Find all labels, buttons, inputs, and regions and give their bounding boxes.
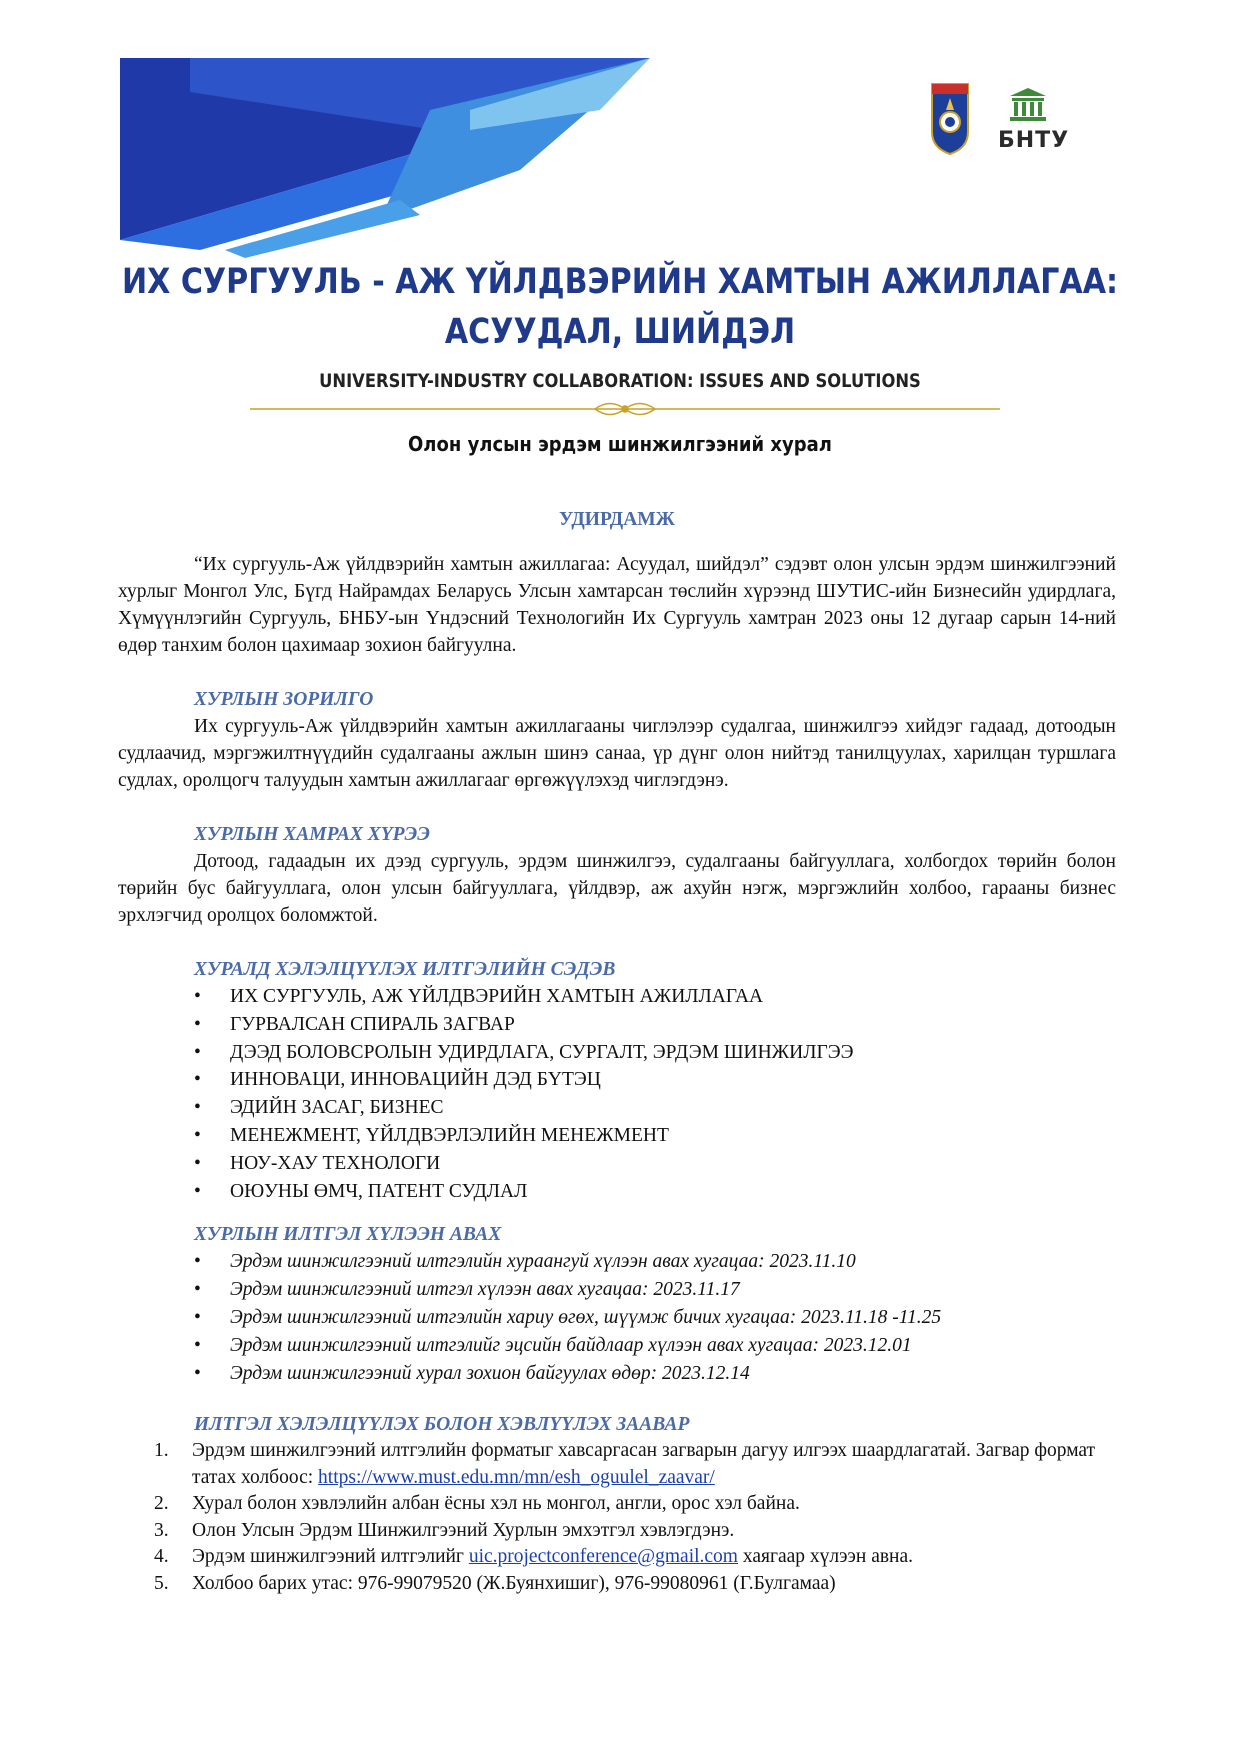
template-link[interactable]: https://www.must.edu.mn/mn/esh_oguulel_zaavar/ [318, 1466, 715, 1488]
list-item: • ЭДИЙН ЗАСАГ, БИЗНЕС [194, 1097, 444, 1119]
intro-paragraph: “Их сургууль-Аж үйлдвэрийн хамтын ажиллагаа: Асуудал, шийдэл” сэдэвт олон улсын эрдэм шинжилгээний хурлыг Монгол Улс, Бүгд Найрамдах Беларусь Улсын хамтарсан төслийн хүрээнд ШУТИС-ийн Бизнесийн удирдлага, Хүмүүнлэгийн Сургууль, БНБУ-ын Үндэсний Технологийн Их Сургууль хамтран 2023 оны 12 дугаар сарын 14-ний өдөр танхим болон цахимаар зохион байгуулна. [118, 554, 1116, 656]
guide-list [118, 1438, 1116, 1597]
shutis-logo [930, 80, 970, 156]
ornament-divider [250, 398, 1000, 420]
conference-label: Олон улсын эрдэм шинжилгээний хурал [408, 432, 832, 456]
list-item: • Эрдэм шинжилгээний илтгэлийн хариу өгөх, шүүмж бичих хугацаа: 2023.11.18 -11.25 [194, 1306, 942, 1328]
topics-list [118, 983, 1116, 1205]
list-item: 4. Эрдэм шинжилгээний илтгэлийг uic.projectconference@gmail.com хаягаар хүлээн авна. [154, 1546, 914, 1568]
document-body [118, 506, 1116, 1597]
list-item: • Эрдэм шинжилгээний илтгэл хүлээн авах хугацаа: 2023.11.17 [194, 1279, 740, 1301]
page-title-line2: АСУУДАЛ, ШИЙДЭЛ [444, 312, 796, 352]
section-heading-guide: ИЛТГЭЛ ХЭЛЭЛЦҮҮЛЭХ БОЛОН ХЭВЛҮҮЛЭХ ЗААВАР [194, 1414, 690, 1436]
page-title-line1: ИХ СУРГУУЛЬ - АЖ ҮЙЛДВЭРИЙН ХАМТЫН АЖИЛЛАГАА: [121, 262, 1119, 302]
list-item: • ГУРВАЛСАН СПИРАЛЬ ЗАГВАР [194, 1013, 515, 1035]
list-item: 5. Холбоо барих утас: 976-99079520 (Ж.Буянхишиг), 976-99080961 (Г.Булгамаа) [154, 1572, 836, 1594]
list-item: 1. Эрдэм шинжилгээний илтгэлийн форматыг хавсаргасан загварын дагуу илгээх шаардлагатай. Загвар формат татах холбоос: https://www.must.edu.mn/mn/esh_oguulel_zaavar/ [154, 1440, 1096, 1488]
logo-group [930, 80, 1090, 160]
goal-paragraph: Их сургууль-Аж үйлдвэрийн хамтын ажиллагааны чиглэлээр судалгаа, шинжилгээ хийдэг гадаад, дотоодын судлаачид, мэргэжилтнүүдийн судалгааны ажлын шинэ санаа, үр дүнг олон нийтэд танилцуулах, харилцан туршлага судлах, оролцогч талуудын хамтын ажиллагааг өргөжүүлэхэд чиглэгдэнэ. [118, 716, 1116, 791]
list-item: • МЕНЕЖМЕНТ, ҮЙЛДВЭРЛЭЛИЙН МЕНЕЖМЕНТ [194, 1124, 669, 1146]
section-heading-main: УДИРДАМЖ [559, 509, 675, 530]
section-heading-topics: ХУРАЛД ХЭЛЭЛЦҮҮЛЭХ ИЛТГЭЛИЙН СЭДЭВ [194, 959, 616, 980]
section-heading-deadlines: ХУРЛЫН ИЛТГЭЛ ХҮЛЭЭН АВАХ [194, 1224, 502, 1246]
list-item: • Эрдэм шинжилгээний илтгэлийг эцсийн байдлаар хүлээн авах хугацаа: 2023.12.01 [194, 1334, 912, 1356]
list-item: • НОУ-ХАУ ТЕХНОЛОГИ [194, 1152, 441, 1174]
list-item: • Эрдэм шинжилгээний илтгэлийн хураангуй хүлээн авах хугацаа: 2023.11.10 [194, 1251, 856, 1273]
scope-paragraph: Дотоод, гадаадын их дээд сургууль, эрдэм шинжилгээ, судалгааны байгууллага, холбогдох төрийн болон төрийн бус байгууллага, олон улсын байгууллага, үйлдвэр, аж ахуйн нэгж, мэргэжлийн холбоо, гарааны бизнес эрхлэгчид оролцох боломжтой. [118, 851, 1116, 926]
list-item: • ОЮУНЫ ӨМЧ, ПАТЕНТ СУДЛАЛ [194, 1180, 528, 1202]
section-heading-scope: ХУРЛЫН ХАМРАХ ХҮРЭЭ [194, 824, 430, 845]
list-item: 2. Хурал болон хэвлэлийн албан ёсны хэл нь монгол, англи, орос хэл байна. [154, 1493, 800, 1515]
list-item: 3. Олон Улсын Эрдэм Шинжилгээний Хурлын эмхэтгэл хэвлэгдэнэ. [154, 1519, 735, 1541]
deadlines-list [118, 1248, 1116, 1387]
section-heading-goal: ХУРЛЫН ЗОРИЛГО [194, 689, 374, 710]
list-item: • ДЭЭД БОЛОВСРОЛЫН УДИРДЛАГА, СУРГАЛТ, ЭРДЭМ ШИНЖИЛГЭЭ [194, 1041, 854, 1063]
list-item: • ИХ СУРГУУЛЬ, АЖ ҮЙЛДВЭРИЙН ХАМТЫН АЖИЛЛАГАА [194, 986, 764, 1007]
list-item: • Эрдэм шинжилгээний хурал зохион байгуулах өдөр: 2023.12.14 [194, 1362, 750, 1384]
bntu-logo [1008, 86, 1048, 122]
page-subtitle: UNIVERSITY-INDUSTRY COLLABORATION: ISSUES AND SOLUTIONS [319, 370, 921, 392]
bntu-logo-text: БНТУ [998, 128, 1070, 153]
email-link[interactable]: uic.projectconference@gmail.com [468, 1546, 738, 1568]
list-item: • ИННОВАЦИ, ИННОВАЦИЙН ДЭД БҮТЭЦ [194, 1069, 601, 1091]
